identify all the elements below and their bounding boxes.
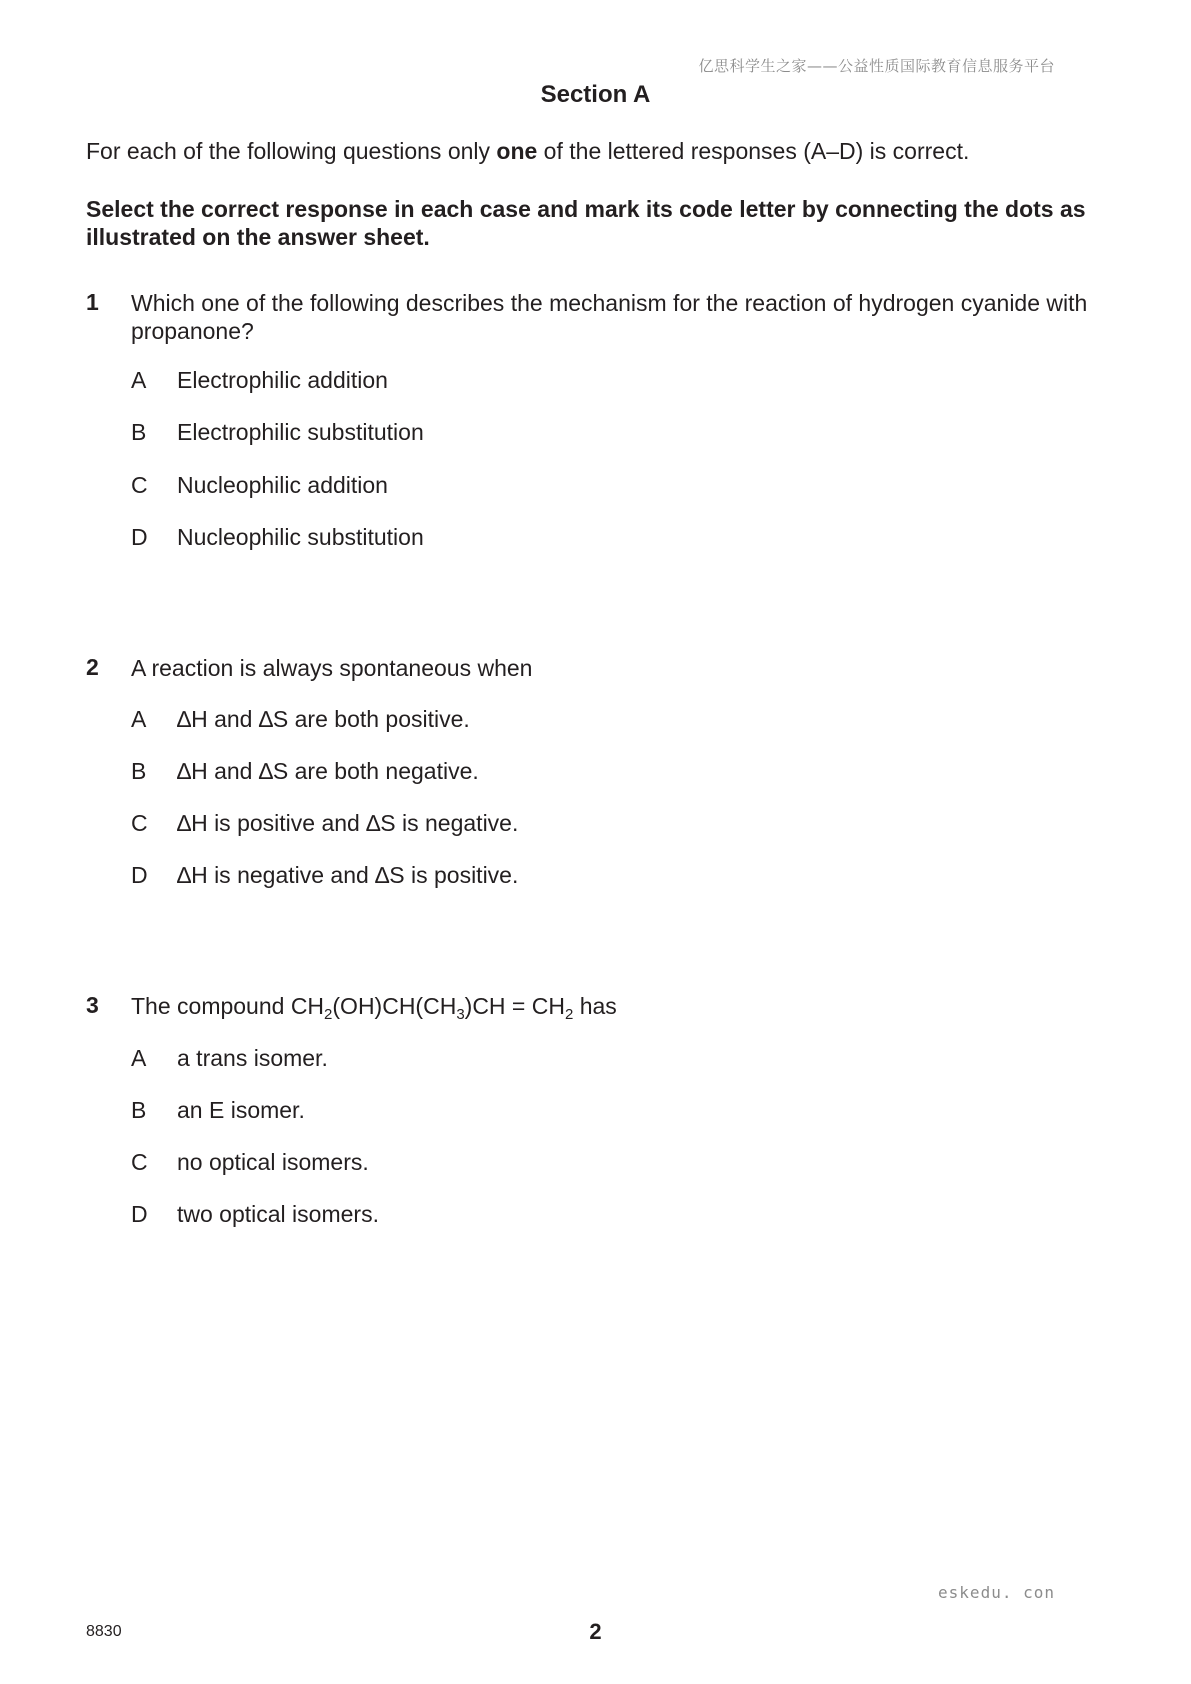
question-2-option-b[interactable] — [131, 758, 479, 785]
formula-subscript: 2 — [564, 1006, 574, 1023]
formula-subscript: 2 — [324, 1006, 333, 1023]
instruction-text: Select the correct response in each case and mark its code letter by connecting the dots as illustrated on the answer sheet. — [86, 196, 1086, 250]
option-letter: C — [131, 810, 148, 836]
option-letter: D — [131, 1201, 148, 1227]
section-title: Section A — [540, 81, 651, 108]
option-text: a trans isomer. — [177, 1045, 328, 1071]
question-2-option-d[interactable] — [131, 862, 518, 889]
question-2-number: 2 — [86, 654, 99, 680]
option-letter: C — [131, 1149, 148, 1175]
option-letter: A — [131, 1045, 147, 1071]
question-3-text — [131, 992, 1121, 1023]
option-text: an E isomer. — [177, 1097, 305, 1123]
formula-part: (OH)CH(CH — [332, 993, 457, 1019]
option-text: Electrophilic addition — [177, 367, 388, 393]
option-text: ∆H is positive and ∆S is negative. — [177, 810, 519, 836]
intro-bold: one — [496, 138, 538, 164]
intro-after: of the lettered responses (A–D) is correct. — [537, 138, 970, 164]
option-text: ∆H is negative and ∆S is positive. — [177, 862, 519, 888]
option-text: ∆H and ∆S are both negative. — [177, 758, 479, 784]
intro-text — [86, 138, 969, 165]
option-text: ∆H and ∆S are both positive. — [177, 706, 470, 732]
option-text: Nucleophilic substitution — [177, 524, 424, 550]
question-2-text: A reaction is always spontaneous when — [131, 655, 533, 681]
question-1-number: 1 — [86, 289, 99, 315]
formula-part: The compound CH — [131, 993, 325, 1019]
option-text: no optical isomers. — [177, 1149, 369, 1175]
watermark-header: 亿思科学生之家——公益性质国际教育信息服务平台 — [698, 57, 1055, 75]
question-1-option-a[interactable] — [131, 367, 388, 394]
question-3-option-c[interactable] — [131, 1149, 369, 1176]
intro-before: For each of the following questions only — [86, 138, 497, 164]
option-letter: B — [131, 419, 147, 445]
option-text: Nucleophilic addition — [177, 472, 388, 498]
question-3-option-d[interactable] — [131, 1201, 379, 1228]
option-text: Electrophilic substitution — [177, 419, 424, 445]
formula-subscript: 3 — [456, 1006, 465, 1023]
formula-part: has — [573, 993, 617, 1019]
question-3-number: 3 — [86, 992, 99, 1018]
formula-part: )CH = CH — [464, 993, 565, 1019]
question-1-option-c[interactable] — [131, 472, 388, 499]
question-1-text: Which one of the following describes the mechanism for the reaction of hydrogen cyanide with propanone? — [131, 290, 1088, 344]
question-1-option-d[interactable] — [131, 524, 424, 551]
option-letter: D — [131, 524, 148, 550]
question-1-option-b[interactable] — [131, 419, 424, 446]
option-letter: A — [131, 367, 147, 393]
question-2-option-a[interactable] — [131, 706, 470, 733]
question-2-option-c[interactable] — [131, 810, 518, 837]
option-text: two optical isomers. — [177, 1201, 379, 1227]
question-3-option-a[interactable] — [131, 1045, 328, 1072]
option-letter: B — [131, 758, 147, 784]
page-number: 2 — [589, 1619, 602, 1644]
footer-code: 8830 — [86, 1623, 122, 1640]
watermark-footer: eskedu. con — [938, 1583, 1055, 1602]
question-3-option-b[interactable] — [131, 1097, 305, 1124]
option-letter: C — [131, 472, 148, 498]
option-letter: D — [131, 862, 148, 888]
option-letter: A — [131, 706, 147, 732]
option-letter: B — [131, 1097, 147, 1123]
